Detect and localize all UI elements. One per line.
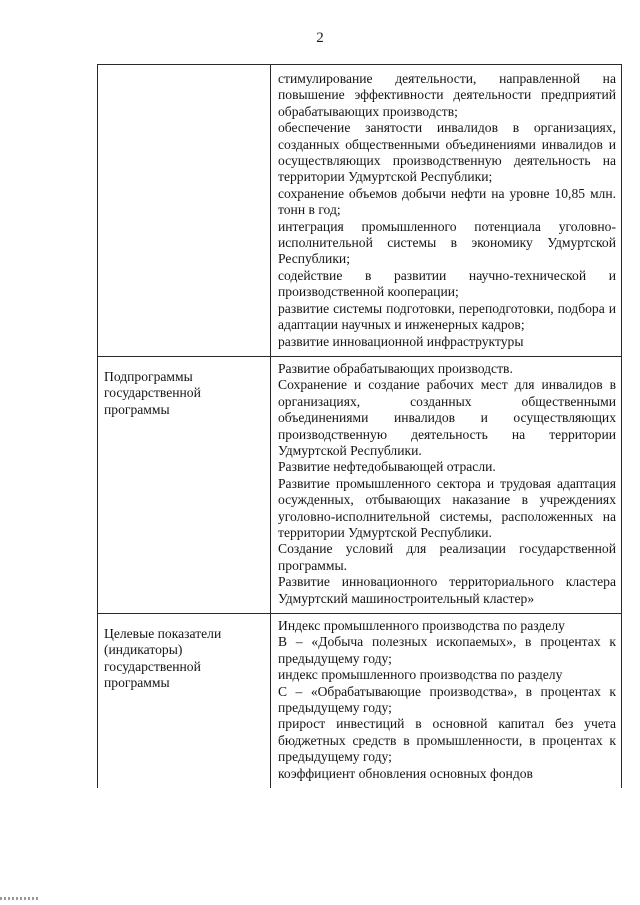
indicator-item: коэффициент обновления основных фондов bbox=[278, 765, 533, 781]
goal-item: обеспечение занятости инвалидов в организациях, созданных общественными объединениями инвалидов и осуществляющих производственную деятельность на территории Удмуртской Республики; bbox=[278, 120, 616, 185]
subprogram-item: Развитие нефтедобывающей отрасли. bbox=[278, 459, 496, 475]
row-content bbox=[271, 356, 622, 613]
page-number: 2 bbox=[316, 30, 324, 46]
goal-item: развитие инновационной инфраструктуры bbox=[278, 333, 524, 349]
table-row bbox=[98, 356, 622, 613]
subprogram-item: Сохранение и создание рабочих мест для инвалидов в организациях, созданных общественными объединениями инвалидов и осуществляющих производственную деятельность на территории Удмуртской Республики. bbox=[278, 377, 616, 458]
indicator-item: Индекс промышленного производства по разделу bbox=[278, 618, 565, 633]
subprogram-item: Развитие инновационного территориального кластера Удмуртский машиностроительный кластер» bbox=[278, 574, 616, 606]
table-row bbox=[98, 65, 622, 357]
scan-artifact bbox=[0, 897, 38, 900]
goal-item: интеграция промышленного потенциала уголовно-исполнительной системы в экономику Удмуртской Республики; bbox=[278, 218, 616, 267]
subprogram-item: Развитие обрабатывающих производств. bbox=[278, 360, 513, 376]
table-row bbox=[98, 614, 622, 789]
goal-item: содействие в развитии научно-технической и производственной кооперации; bbox=[278, 267, 616, 300]
goal-item: стимулирование деятельности, направленной на повышение эффективности деятельности предприятий обрабатывающих производств; bbox=[278, 71, 616, 119]
goal-item: сохранение объемов добычи нефти на уровне 10,85 млн. тонн в год; bbox=[278, 185, 616, 218]
indicator-item: В – «Добыча полезных ископаемых», в процентах к предыдущему году; bbox=[278, 634, 616, 666]
indicator-item: прирост инвестиций в основной капитал без учета бюджетных средств в промышленности, в процентах к предыдущему году; bbox=[278, 716, 616, 765]
indicator-item: индекс промышленного производства по разделу bbox=[278, 667, 563, 683]
goal-item: развитие системы подготовки, переподготовки, подбора и адаптации научных и инженерных кадров; bbox=[278, 300, 616, 333]
indicator-item: С – «Обрабатывающие производства», в процентах к предыдущему году; bbox=[278, 683, 616, 716]
program-passport-table bbox=[97, 64, 622, 788]
subprogram-item: Создание условий для реализации государственной программы. bbox=[278, 541, 616, 573]
row-content bbox=[271, 614, 622, 789]
row-label bbox=[98, 65, 271, 357]
row-label: Целевые показатели (индикаторы) государственной программы bbox=[98, 614, 271, 789]
row-label: Подпрограммы государственной программы bbox=[98, 356, 271, 613]
row-content bbox=[271, 65, 622, 357]
subprogram-item: Развитие промышленного сектора и трудовая адаптация осужденных, отбывающих наказание в учреждениях уголовно-исполнительной системы, расположенных на территории Удмуртской Республики. bbox=[278, 475, 616, 540]
